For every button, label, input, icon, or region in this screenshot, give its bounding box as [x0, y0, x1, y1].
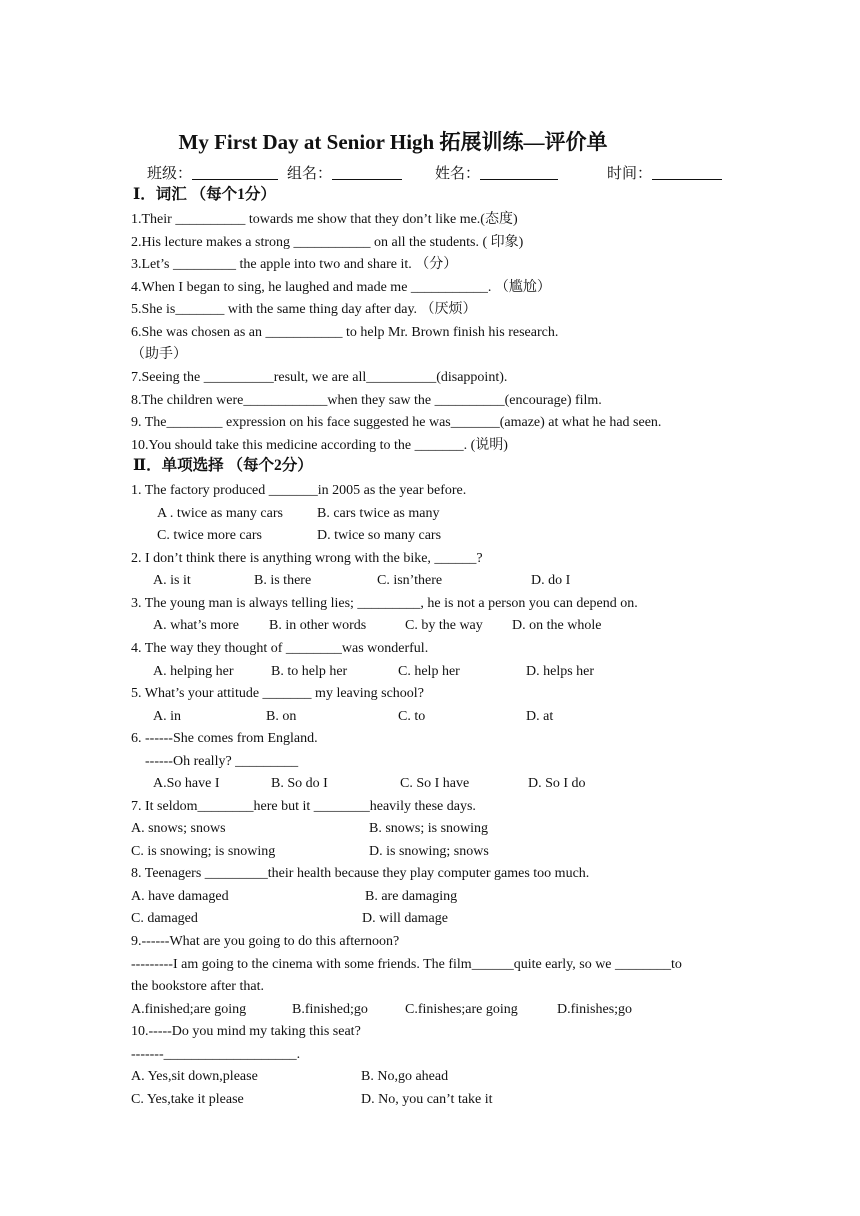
- option: B. snows; is snowing: [369, 821, 489, 836]
- option: D. No, you can’t take it: [361, 1092, 493, 1107]
- question-text: 4. The way they thought of ________was wonderful.: [131, 641, 429, 656]
- option: C. help her: [398, 664, 460, 679]
- question-text: the bookstore after that.: [131, 979, 264, 994]
- option: C. Yes,take it please: [131, 1092, 244, 1107]
- option: A. helping her: [153, 664, 234, 679]
- option: D. do I: [531, 573, 571, 588]
- option: B. to help her: [271, 664, 348, 679]
- option: B. is there: [254, 573, 312, 588]
- class-label: 班级：: [147, 166, 193, 182]
- vocab-line: 7.Seeing the __________result, we are all__________(disappoint).: [131, 370, 508, 385]
- name-blank: [480, 165, 558, 180]
- time-field: [607, 162, 722, 183]
- question-text: 3. The young man is always telling lies; _________, he is not a person you can depend on.: [131, 596, 638, 611]
- vocab-line: 2.His lecture makes a strong ___________ on all the students. ( 印象): [131, 235, 524, 250]
- vocab-line: 3.Let’s _________ the apple into two and share it. （分）: [131, 257, 458, 272]
- option: B. are damaging: [365, 889, 458, 904]
- option: D. helps her: [526, 664, 595, 679]
- vocab-line: 1.Their __________ towards me show that they don’t like me.(态度): [131, 212, 518, 227]
- time-label: 时间：: [607, 166, 653, 182]
- option: A . twice as many cars: [157, 506, 283, 521]
- option: A. in: [153, 709, 181, 724]
- group-field: [287, 162, 402, 183]
- class-blank: [192, 165, 278, 180]
- question-text: 10.-----Do you mind my taking this seat?: [131, 1024, 361, 1039]
- option: D.finishes;go: [557, 1002, 633, 1017]
- vocab-line: 8.The children were____________when they saw the __________(encourage) film.: [131, 393, 602, 408]
- name-label: 姓名：: [435, 166, 481, 182]
- option: A.So have I: [153, 776, 220, 791]
- question-text: 6. ------She comes from England.: [131, 731, 318, 746]
- class-field: [147, 162, 278, 183]
- name-field: [435, 162, 558, 183]
- option: B. So do I: [271, 776, 328, 791]
- option: C. to: [398, 709, 426, 724]
- option: B. No,go ahead: [361, 1069, 449, 1084]
- group-label: 组名：: [287, 166, 333, 182]
- option: A. Yes,sit down,please: [131, 1069, 258, 1084]
- option: A.finished;are going: [131, 1002, 247, 1017]
- vocab-line: 10.You should take this medicine according to the _______. (说明): [131, 438, 508, 453]
- question-text: 5. What’s your attitude _______ my leaving school?: [131, 686, 424, 701]
- vocab-line: （助手）: [131, 347, 187, 362]
- option: D. will damage: [362, 911, 448, 926]
- time-blank: [652, 165, 722, 180]
- option: B. cars twice as many: [317, 506, 440, 521]
- option: A. what’s more: [153, 618, 239, 633]
- page-title: My First Day at Senior High 拓展训练—评价单: [178, 130, 608, 154]
- section-heading: Ⅱ．单项选择 （每个2分）: [133, 457, 313, 474]
- question-text: -------___________________.: [131, 1047, 301, 1062]
- section-heading: Ⅰ．词汇 （每个1分）: [133, 186, 276, 203]
- vocab-line: 5.She is_______ with the same thing day after day. （厌烦）: [131, 302, 477, 317]
- option: D. on the whole: [512, 618, 602, 633]
- option: C. is snowing; is snowing: [131, 844, 276, 859]
- option: C. So I have: [400, 776, 470, 791]
- question-text: 1. The factory produced _______in 2005 as the year before.: [131, 483, 467, 498]
- option: B. in other words: [269, 618, 367, 633]
- option: B.finished;go: [292, 1002, 368, 1017]
- question-text: ---------I am going to the cinema with some friends. The film______quite early, so we ________to: [131, 957, 682, 972]
- vocab-line: 4.When I began to sing, he laughed and made me ___________. （尴尬）: [131, 280, 551, 295]
- question-text: 7. It seldom________here but it ________heavily these days.: [131, 799, 476, 814]
- option: C.finishes;are going: [405, 1002, 518, 1017]
- question-text: 9.------What are you going to do this afternoon?: [131, 934, 400, 949]
- vocab-line: 6.She was chosen as an ___________ to help Mr. Brown finish his research.: [131, 325, 559, 340]
- question-text: 2. I don’t think there is anything wrong with the bike, ______?: [131, 551, 483, 566]
- vocab-line: 9. The________ expression on his face suggested he was_______(amaze) at what he had seen.: [131, 415, 662, 430]
- option: B. on: [266, 709, 297, 724]
- question-text: 8. Teenagers _________their health because they play computer games too much.: [131, 866, 590, 881]
- option: C. twice more cars: [157, 528, 262, 543]
- group-blank: [332, 165, 402, 180]
- option: C. isn’there: [377, 573, 443, 588]
- option: A. have damaged: [131, 889, 229, 904]
- option: C. by the way: [405, 618, 483, 633]
- question-text: ------Oh really? _________: [145, 754, 299, 769]
- option: C. damaged: [131, 911, 198, 926]
- option: D. is snowing; snows: [369, 844, 489, 859]
- option: D. So I do: [528, 776, 586, 791]
- option: D. at: [526, 709, 554, 724]
- option: A. is it: [153, 573, 191, 588]
- option: D. twice so many cars: [317, 528, 442, 543]
- option: A. snows; snows: [131, 821, 226, 836]
